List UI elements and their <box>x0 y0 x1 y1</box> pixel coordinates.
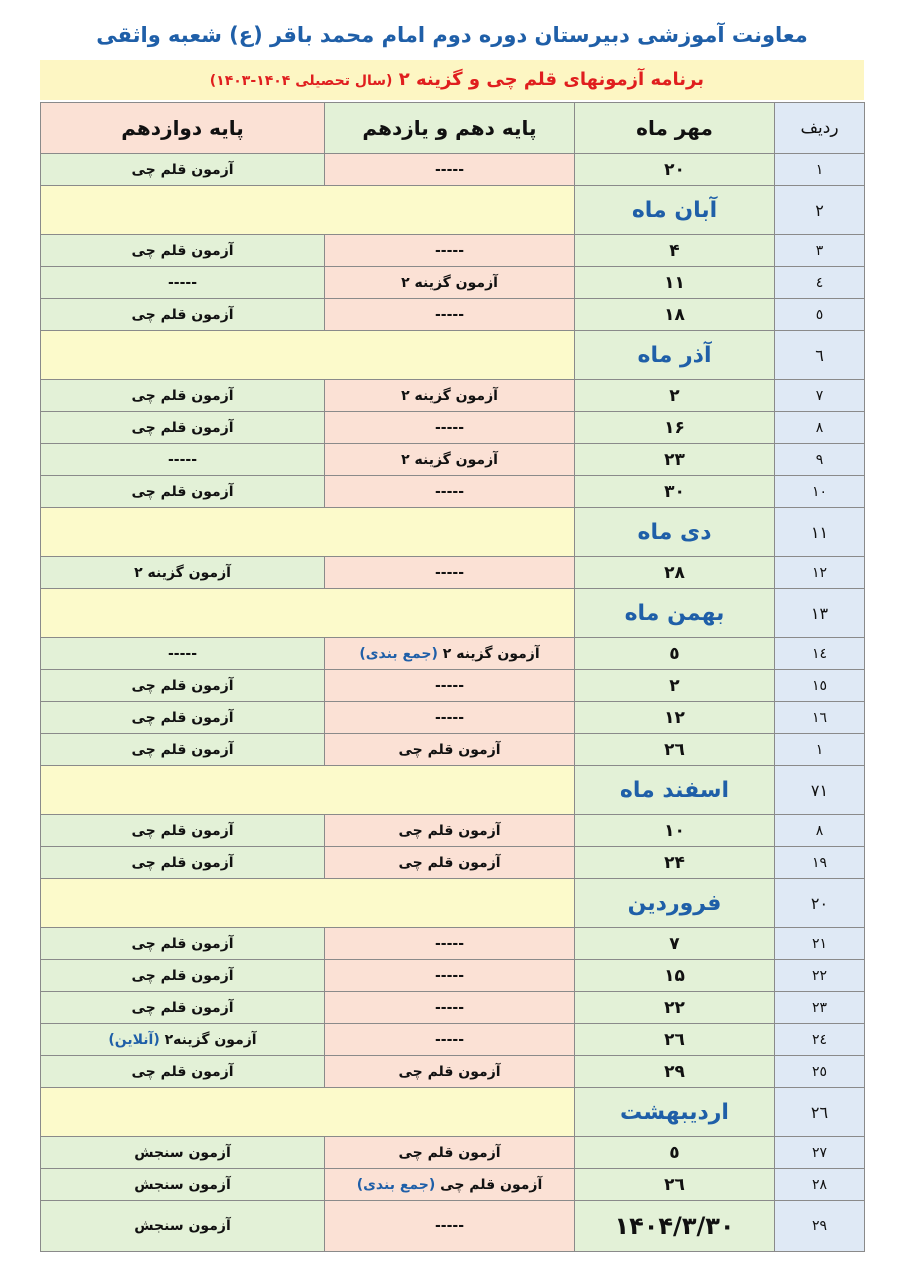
month-label: آذر ماه <box>575 331 775 380</box>
row-index: ۷۱ <box>775 766 865 815</box>
grade-12-exam-text: آزمون سنجش <box>134 1144 231 1161</box>
row-index: ۲۲ <box>775 960 865 992</box>
exam-date: ۲٦ <box>575 734 775 766</box>
grade-12-exam-text: ----- <box>167 451 198 468</box>
grade-10-11-exam <box>325 235 575 267</box>
exam-schedule-table <box>40 102 865 1252</box>
page-title: معاونت آموزشی دبیرستان دوره دوم امام محمد باقر (ع) شعبه واثقی <box>96 23 808 47</box>
grade-10-11-exam <box>325 1024 575 1056</box>
grade-10-11-exam <box>325 299 575 331</box>
schedule-subtitle <box>40 60 864 100</box>
grade-10-11-exam <box>325 670 575 702</box>
exam-date: ۱۸ <box>575 299 775 331</box>
grade-10-11-exam-text: آزمون گزینه ۲ <box>401 387 498 404</box>
grade-12-exam-text: آزمون گزینه ۲ <box>134 564 231 581</box>
exam-date: ۱۲ <box>575 702 775 734</box>
grade-10-11-exam-text: آزمون قلم چی <box>398 741 501 758</box>
table-row <box>41 444 865 476</box>
grade-10-11-exam <box>325 847 575 879</box>
grade-10-11-exam-note: (جمع بندی) <box>356 1176 436 1193</box>
grade-10-11-exam-text: ----- <box>434 1031 465 1048</box>
grade-12-exam <box>41 1056 325 1088</box>
grade-12-exam <box>41 847 325 879</box>
table-row <box>41 1137 865 1169</box>
table-row <box>41 670 865 702</box>
table-row <box>41 702 865 734</box>
month-row <box>41 508 865 557</box>
table-row <box>41 734 865 766</box>
table-header-row <box>41 103 865 154</box>
grade-12-exam <box>41 267 325 299</box>
month-label: دی ماه <box>575 508 775 557</box>
month-row-blank <box>41 508 575 557</box>
row-index: ۸ <box>775 412 865 444</box>
grade-12-exam <box>41 1169 325 1201</box>
grade-10-11-exam <box>325 702 575 734</box>
grade-12-exam <box>41 557 325 589</box>
row-index: ۱۹ <box>775 847 865 879</box>
grade-12-exam <box>41 734 325 766</box>
grade-12-exam <box>41 670 325 702</box>
table-row <box>41 412 865 444</box>
row-index: ۱۳ <box>775 589 865 638</box>
grade-10-11-exam-text: آزمون قلم چی <box>440 1176 543 1193</box>
exam-date: ۲۹ <box>575 1056 775 1088</box>
grade-12-exam-text: آزمون قلم چی <box>131 999 234 1016</box>
row-index: ۱۱ <box>775 508 865 557</box>
grade-10-11-exam-text: ----- <box>434 483 465 500</box>
grade-12-exam-text: آزمون قلم چی <box>131 1063 234 1080</box>
month-label: فروردین <box>575 879 775 928</box>
grade-12-exam <box>41 380 325 412</box>
row-index: ۱٦ <box>775 702 865 734</box>
grade-12-exam <box>41 638 325 670</box>
exam-date: ۲ <box>575 670 775 702</box>
row-index: ۲ <box>775 186 865 235</box>
row-index: ٦ <box>775 331 865 380</box>
row-index: ۱ <box>775 734 865 766</box>
table-body <box>41 154 865 1252</box>
grade-10-11-exam-text: ----- <box>434 709 465 726</box>
grade-10-11-exam <box>325 992 575 1024</box>
grade-10-11-exam-text: آزمون قلم چی <box>398 822 501 839</box>
table-row <box>41 154 865 186</box>
grade-12-exam <box>41 412 325 444</box>
row-index: ۷ <box>775 380 865 412</box>
grade-12-exam-text: آزمون قلم چی <box>131 387 234 404</box>
exam-date: ۷ <box>575 928 775 960</box>
row-index: ۲۰ <box>775 879 865 928</box>
table-row <box>41 1024 865 1056</box>
grade-12-exam-text: آزمون قلم چی <box>131 741 234 758</box>
exam-date: ۱۱ <box>575 267 775 299</box>
subtitle-year: (سال تحصیلی ۱۴۰۴-۱۴۰۳) <box>209 73 393 89</box>
exam-date: ۲۴ <box>575 847 775 879</box>
exam-date: ۲۲ <box>575 992 775 1024</box>
row-index: ۲۹ <box>775 1201 865 1252</box>
grade-10-11-exam <box>325 444 575 476</box>
grade-10-11-exam-text: ----- <box>434 935 465 952</box>
grade-10-11-exam <box>325 476 575 508</box>
grade-12-exam-text: آزمون قلم چی <box>131 967 234 984</box>
grade-12-exam <box>41 476 325 508</box>
grade-12-exam-text: آزمون قلم چی <box>131 822 234 839</box>
month-row-blank <box>41 1088 575 1137</box>
row-index: ۲٥ <box>775 1056 865 1088</box>
table-row <box>41 1201 865 1252</box>
subtitle-main: برنامه آزمونهای قلم چی و گزینه ۲ <box>392 69 704 90</box>
grade-10-11-exam-text: ----- <box>434 1218 465 1234</box>
grade-10-11-exam-text: ----- <box>434 564 465 581</box>
grade-10-11-exam-text: آزمون گزینه ۲ <box>401 274 498 291</box>
grade-10-11-exam <box>325 960 575 992</box>
column-header-grade-10-11: پایه دهم و یازدهم <box>325 103 575 154</box>
month-row-blank <box>41 331 575 380</box>
grade-12-exam <box>41 992 325 1024</box>
grade-10-11-exam <box>325 380 575 412</box>
grade-10-11-exam-text: ----- <box>434 999 465 1016</box>
month-row-blank <box>41 766 575 815</box>
row-index: ۹ <box>775 444 865 476</box>
row-index: ۲٦ <box>775 1088 865 1137</box>
exam-date: ۲ <box>575 380 775 412</box>
grade-10-11-exam-text: ----- <box>434 967 465 984</box>
grade-12-exam-text: آزمون قلم چی <box>131 483 234 500</box>
month-label: بهمن ماه <box>575 589 775 638</box>
grade-10-11-exam-text: آزمون قلم چی <box>398 1144 501 1161</box>
grade-12-exam-text: آزمون قلم چی <box>131 677 234 694</box>
row-index: ٤ <box>775 267 865 299</box>
grade-12-exam <box>41 815 325 847</box>
row-index: ۳ <box>775 235 865 267</box>
exam-date: ۴ <box>575 235 775 267</box>
grade-12-exam <box>41 1137 325 1169</box>
month-row <box>41 589 865 638</box>
exam-date: ٥ <box>575 1137 775 1169</box>
table-row <box>41 299 865 331</box>
row-index: ۱ <box>775 154 865 186</box>
table-row <box>41 638 865 670</box>
table-row <box>41 992 865 1024</box>
month-label: اسفند ماه <box>575 766 775 815</box>
month-row <box>41 879 865 928</box>
table-row <box>41 1169 865 1201</box>
grade-10-11-exam-text: ----- <box>434 419 465 436</box>
grade-12-exam-text: آزمون قلم چی <box>131 306 234 323</box>
row-index: ۲۸ <box>775 1169 865 1201</box>
grade-12-exam-text: آزمون قلم چی <box>131 935 234 952</box>
grade-12-exam-text: آزمون قلم چی <box>131 854 234 871</box>
grade-12-exam <box>41 154 325 186</box>
grade-10-11-exam-text: ----- <box>434 677 465 694</box>
grade-10-11-exam <box>325 557 575 589</box>
grade-10-11-exam <box>325 734 575 766</box>
month-row <box>41 331 865 380</box>
column-header-date: مهر ماه <box>575 103 775 154</box>
grade-12-exam-text: آزمون قلم چی <box>131 242 234 259</box>
table-row <box>41 235 865 267</box>
grade-10-11-exam-text: آزمون قلم چی <box>398 1063 501 1080</box>
row-index: ۱۲ <box>775 557 865 589</box>
grade-10-11-exam <box>325 638 575 670</box>
table-row <box>41 380 865 412</box>
exam-date: ۱۶ <box>575 412 775 444</box>
row-index: ۲۱ <box>775 928 865 960</box>
table-row <box>41 557 865 589</box>
month-row-blank <box>41 879 575 928</box>
grade-10-11-exam <box>325 928 575 960</box>
month-row <box>41 1088 865 1137</box>
exam-date: ۱۵ <box>575 960 775 992</box>
row-index: ٥ <box>775 299 865 331</box>
grade-12-exam-text: آزمون سنجش <box>134 1218 231 1234</box>
row-index: ۲٤ <box>775 1024 865 1056</box>
table-row <box>41 960 865 992</box>
table-row <box>41 476 865 508</box>
table-row <box>41 847 865 879</box>
month-row-blank <box>41 186 575 235</box>
grade-10-11-exam <box>325 267 575 299</box>
grade-12-exam <box>41 1024 325 1056</box>
grade-10-11-exam-text: ----- <box>434 306 465 323</box>
grade-10-11-exam <box>325 1169 575 1201</box>
grade-10-11-exam <box>325 1137 575 1169</box>
grade-10-11-exam-text: ----- <box>434 242 465 259</box>
exam-date: ۲۰ <box>575 154 775 186</box>
grade-12-exam-text: ----- <box>167 274 198 291</box>
grade-10-11-exam-text: آزمون قلم چی <box>398 854 501 871</box>
grade-12-exam <box>41 1201 325 1252</box>
grade-10-11-exam-note: (جمع بندی) <box>359 645 438 662</box>
grade-10-11-exam <box>325 154 575 186</box>
exam-date: ۲۳ <box>575 444 775 476</box>
row-index: ۲۳ <box>775 992 865 1024</box>
exam-date: ۱۴۰۴/۳/۳۰ <box>575 1201 775 1252</box>
exam-date: ٥ <box>575 638 775 670</box>
grade-12-exam-text: آزمون قلم چی <box>131 161 234 178</box>
column-header-index: ردیف <box>775 103 865 154</box>
grade-10-11-exam <box>325 1201 575 1252</box>
exam-date: ۳۰ <box>575 476 775 508</box>
table-row <box>41 928 865 960</box>
grade-10-11-exam <box>325 412 575 444</box>
month-row-blank <box>41 589 575 638</box>
grade-10-11-exam <box>325 815 575 847</box>
month-row <box>41 766 865 815</box>
grade-10-11-exam-text: آزمون گزینه ۲ <box>442 645 540 662</box>
row-index: ۲۷ <box>775 1137 865 1169</box>
month-label: اردیبهشت <box>575 1088 775 1137</box>
grade-12-exam-note: (آنلاین) <box>108 1031 160 1048</box>
table-row <box>41 1056 865 1088</box>
grade-10-11-exam-text: ----- <box>434 161 465 178</box>
grade-12-exam <box>41 444 325 476</box>
exam-date: ۲۸ <box>575 557 775 589</box>
exam-date: ۲٦ <box>575 1024 775 1056</box>
month-row <box>41 186 865 235</box>
grade-10-11-exam-text: آزمون گزینه ۲ <box>401 451 498 468</box>
grade-12-exam <box>41 235 325 267</box>
column-header-grade-12: پایه دوازدهم <box>41 103 325 154</box>
month-label: آبان ماه <box>575 186 775 235</box>
exam-date: ۲٦ <box>575 1169 775 1201</box>
exam-date: ۱۰ <box>575 815 775 847</box>
grade-12-exam-text: آزمون قلم چی <box>131 419 234 436</box>
row-index: ۱٤ <box>775 638 865 670</box>
table-row <box>41 267 865 299</box>
row-index: ۸ <box>775 815 865 847</box>
grade-12-exam-text: آزمون سنجش <box>134 1176 231 1193</box>
grade-12-exam <box>41 960 325 992</box>
grade-12-exam-text: ----- <box>167 645 198 662</box>
grade-12-exam-text: آزمون قلم چی <box>131 709 234 726</box>
grade-12-exam <box>41 928 325 960</box>
grade-12-exam <box>41 702 325 734</box>
row-index: ۱٥ <box>775 670 865 702</box>
row-index: ۱۰ <box>775 476 865 508</box>
table-row <box>41 815 865 847</box>
grade-12-exam <box>41 299 325 331</box>
grade-10-11-exam <box>325 1056 575 1088</box>
grade-12-exam-text: آزمون گزینه۲ <box>164 1031 257 1048</box>
